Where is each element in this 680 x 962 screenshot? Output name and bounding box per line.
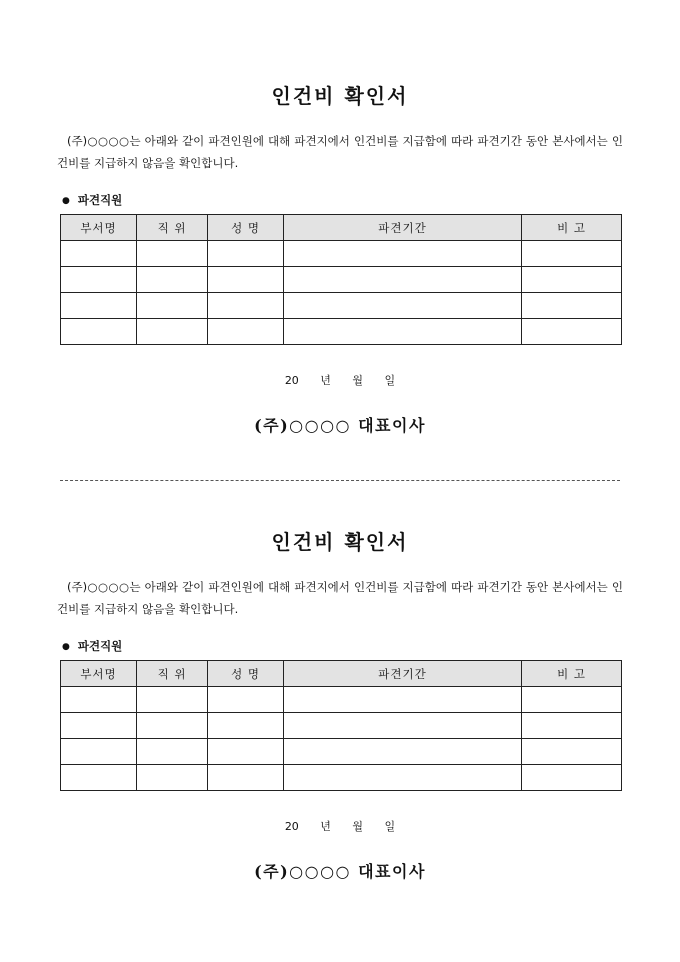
section-label [62,638,122,654]
header-remarks: 비 고 [522,215,622,241]
table-cell[interactable] [61,241,137,267]
table-cell[interactable] [284,687,522,713]
section-label-text: 파견직원 [77,193,123,207]
table-cell[interactable] [137,739,208,765]
table-cell[interactable] [137,713,208,739]
table-cell[interactable] [137,687,208,713]
header-name: 성 명 [208,661,284,687]
confirmation-form-2 [0,446,680,886]
table-row [61,293,622,319]
table-cell[interactable] [284,739,522,765]
staff-table [60,660,622,791]
table-row [61,687,622,713]
table-cell[interactable] [522,319,622,345]
table-cell[interactable] [208,739,284,765]
table-cell[interactable] [61,739,137,765]
form-body-text: (주)○○○○는 아래와 같이 파견인원에 대해 파견지에서 인건비를 지급함에 따라 파견기간 동안 본사에서는 인건비를 지급하지 않음을 확인합니다. [57,134,623,170]
table-row [61,765,622,791]
table-cell[interactable] [208,765,284,791]
table-cell[interactable] [137,765,208,791]
table-cell[interactable] [284,267,522,293]
header-department: 부서명 [61,215,137,241]
form-title: 인건비 확인서 [271,530,409,554]
table-cell[interactable] [522,687,622,713]
signature-line: (주)○○○○ 대표이사 [254,416,426,435]
table-cell[interactable] [208,241,284,267]
bullet-icon: ● [62,642,70,652]
table-row [61,319,622,345]
table-row [61,241,622,267]
table-cell[interactable] [522,713,622,739]
section-label-text: 파견직원 [77,639,123,653]
table-row [61,713,622,739]
table-cell[interactable] [208,293,284,319]
table-cell[interactable] [137,319,208,345]
table-cell[interactable] [208,687,284,713]
header-dispatch-period: 파견기간 [284,215,522,241]
table-cell[interactable] [522,241,622,267]
table-header-row [61,661,622,687]
date-line: 20 년 월 일 [284,820,396,833]
confirmation-form-1 [0,0,680,440]
table-cell[interactable] [208,713,284,739]
section-label [62,192,122,208]
table-cell[interactable] [208,319,284,345]
table-cell[interactable] [284,319,522,345]
table-cell[interactable] [137,293,208,319]
table-row [61,739,622,765]
header-department: 부서명 [61,661,137,687]
table-cell[interactable] [208,267,284,293]
table-cell[interactable] [284,765,522,791]
table-cell[interactable] [61,765,137,791]
table-cell[interactable] [137,267,208,293]
header-name: 성 명 [208,215,284,241]
table-cell[interactable] [522,267,622,293]
header-position: 직 위 [137,215,208,241]
form-body-text: (주)○○○○는 아래와 같이 파견인원에 대해 파견지에서 인건비를 지급함에 따라 파견기간 동안 본사에서는 인건비를 지급하지 않음을 확인합니다. [57,580,623,616]
staff-table [60,214,622,345]
table-cell[interactable] [61,293,137,319]
table-cell[interactable] [522,739,622,765]
table-header-row [61,215,622,241]
table-cell[interactable] [61,319,137,345]
table-cell[interactable] [522,765,622,791]
table-cell[interactable] [522,293,622,319]
signature-line: (주)○○○○ 대표이사 [254,862,426,881]
date-line: 20 년 월 일 [284,374,396,387]
bullet-icon: ● [62,196,70,206]
table-cell[interactable] [137,241,208,267]
header-position: 직 위 [137,661,208,687]
table-row [61,267,622,293]
header-remarks: 비 고 [522,661,622,687]
table-cell[interactable] [61,267,137,293]
table-cell[interactable] [284,241,522,267]
header-dispatch-period: 파견기간 [284,661,522,687]
form-title: 인건비 확인서 [271,84,409,108]
table-cell[interactable] [61,687,137,713]
table-cell[interactable] [284,713,522,739]
table-cell[interactable] [61,713,137,739]
table-cell[interactable] [284,293,522,319]
